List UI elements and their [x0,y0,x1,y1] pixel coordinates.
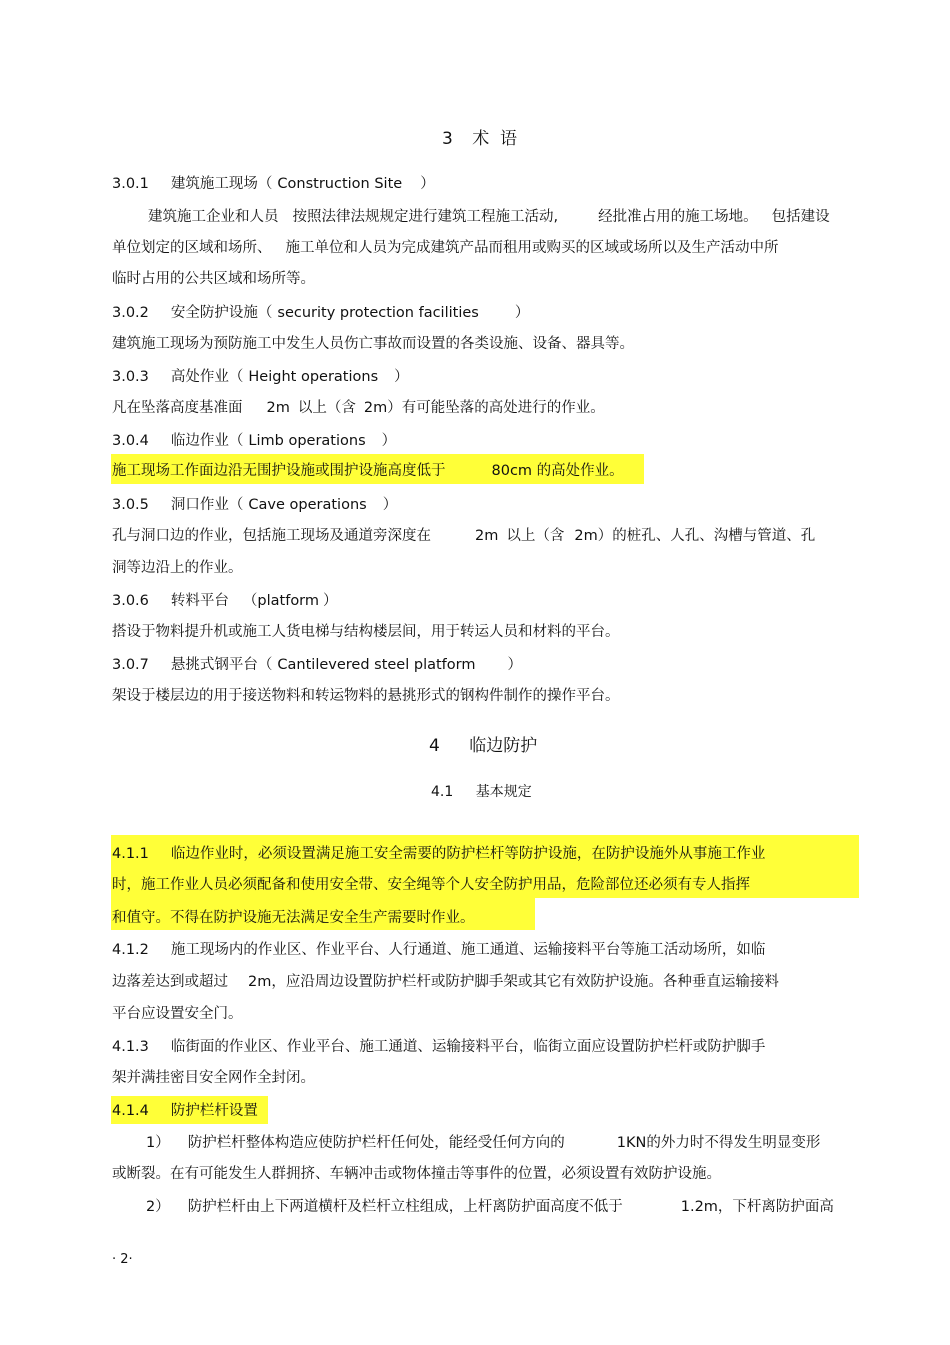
text-run: 2m [475,528,499,544]
term-english: security protection facilities [277,305,479,321]
section-number: 3.0.4 [112,433,149,449]
text-run: 单位划定的区域和场所、 [112,240,272,256]
section-number: 3.0.6 [112,593,149,609]
clause-4-1-4-heading [112,1100,258,1122]
section-3-0-6-heading [112,590,338,612]
section-number: 3.0.5 [112,497,149,513]
chapter-4-number: 4 [429,736,440,756]
chapter-3-number: 3 [442,129,453,149]
text-run: 按照法律法规规定进行建筑工程施工活动, [292,209,559,225]
paragraph-line [112,237,779,259]
paragraph-line [112,397,605,419]
section-number: 3.0.3 [112,369,149,385]
clause-4-1-1-line-3: 和值守。不得在防护设施无法满足安全生产需要时作业。 [112,910,475,926]
text-run: 临边作业时，必须设置满足施工安全需要的防护栏杆等防护设施，在防护设施外从事施工作业 [170,846,766,862]
paragraph-line: 临时占用的公共区域和场所等。 [112,271,315,287]
term-name: 安全防护设施（ [170,305,273,321]
text-run: 2m [266,400,290,416]
text-run: 1KN的外力时不得发生明显变形 [616,1135,821,1151]
term-english: Cantilevered steel platform [277,657,476,673]
paragraph-line-highlighted [112,460,624,482]
section-number: 3.0.7 [112,657,149,673]
paragraph-line [148,206,830,228]
clause-title: 防护栏杆设置 [170,1103,258,1119]
term-name: 悬挑式钢平台（ [170,657,273,673]
term-name: 洞口作业（ [170,497,244,513]
section-3-0-7-heading [112,654,522,676]
term-name: 临边作业（ [170,433,244,449]
text-run: 经批准占用的施工场地。 [598,209,758,225]
paragraph-line: 洞等边沿上的作业。 [112,560,243,576]
paragraph-line: 搭设于物料提升机或施工人货电梯与结构楼层间，用于转运人员和材料的平台。 [112,624,620,640]
text-run: 1.2m，下杆离防护面高 [680,1199,834,1215]
text-run: 临街面的作业区、作业平台、施工通道、运输接料平台，临街立面应设置防护栏杆或防护脚手 [170,1039,766,1055]
item-1-line-1 [146,1132,820,1154]
paragraph-line: 建筑施工现场为预防施工中发生人员伤亡事故而设置的各类设施、设备、器具等。 [112,336,634,352]
section-3-0-2-heading [112,302,529,324]
text-run: 80cm 的高处作业。 [491,463,624,479]
clause-4-1-1-line-2: 时，施工作业人员必须配备和使用安全带、安全绳等个人安全防护用品，危险部位还必须有专人指挥 [112,877,750,893]
text-run: 施工单位和人员为完成建筑产品而租用或购买的区域或场所以及生产活动中所 [285,240,779,256]
clause-number: 4.1.1 [112,846,149,862]
clause-4-1-3-line-1 [112,1036,765,1058]
section-4-1-heading [431,781,532,801]
term-english: Limb operations [248,433,366,449]
section-title: 基本规定 [475,784,532,800]
term-close: ） [323,593,338,609]
section-3-0-1-heading [112,173,435,195]
chapter-3-title: 术 语 [472,129,518,149]
term-close: ） [507,657,522,673]
page-number: · 2· [112,1252,133,1267]
text-run: 建筑施工企业和人员 [148,209,279,225]
term-close: ） [420,176,435,192]
term-english: Construction Site [277,176,403,192]
text-run: 施工现场工作面边沿无围护设施或围护设施高度低于 [112,463,446,479]
clause-number: 4.1.4 [112,1103,149,1119]
item-number: 1） [146,1135,170,1151]
term-close: ） [382,497,398,513]
term-english: Cave operations [248,497,367,513]
clause-number: 4.1.3 [112,1039,149,1055]
section-3-0-5-heading [112,494,397,516]
text-run: 以上（含 [506,528,565,544]
text-run: 2m）有可能坠落的高处进行的作业。 [363,400,605,416]
term-close: ） [381,433,397,449]
clause-number: 4.1.2 [112,942,149,958]
text-run: 2m）的桩孔、人孔、沟槽与管道、孔 [574,528,816,544]
text-run: 边落差达到或超过 [112,974,228,990]
text-run: 防护栏杆由上下两道横杆及栏杆立柱组成，上杆离防护面高度不低于 [187,1199,623,1215]
item-number: 2） [146,1199,170,1215]
text-run: 2m，应沿周边设置防护栏杆或防护脚手架或其它有效防护设施。各种垂直运输接料 [248,974,779,990]
chapter-3-heading [442,124,517,149]
clause-4-1-3-line-2: 架并满挂密目安全网作全封闭。 [112,1070,315,1086]
chapter-4-heading [429,731,537,756]
clause-4-1-1-line-1 [112,843,765,865]
section-3-0-3-heading [112,366,409,388]
item-1-line-2: 或断裂。在有可能发生人群拥挤、车辆冲击或物体撞击等事件的位置，必须设置有效防护设施。 [112,1166,721,1182]
term-name: 转料平台 [170,593,229,609]
section-number: 3.0.2 [112,305,149,321]
term-english: Height operations [248,369,379,385]
chapter-4-title: 临边防护 [469,736,538,756]
term-name: 高处作业（ [170,369,244,385]
clause-4-1-2-line-1 [112,939,765,961]
term-english: （platform [242,593,320,609]
paragraph-line [112,525,815,547]
term-close: ） [514,305,530,321]
clause-4-1-2-line-2 [112,971,779,993]
section-number: 4.1 [431,784,454,800]
text-run: 以上（含 [297,400,356,416]
clause-4-1-2-line-3: 平台应设置安全门。 [112,1006,243,1022]
text-run: 孔与洞口边的作业，包括施工现场及通道旁深度在 [112,528,431,544]
text-run: 包括建设 [771,209,830,225]
text-run: 凡在坠落高度基准面 [112,400,243,416]
paragraph-line: 架设于楼层边的用于接送物料和转运物料的悬挑形式的钢构件制作的操作平台。 [112,688,620,704]
section-3-0-4-heading [112,430,396,452]
term-close: ） [394,369,409,385]
section-number: 3.0.1 [112,176,149,192]
item-2-line-1 [146,1196,834,1218]
term-name: 建筑施工现场（ [170,176,273,192]
text-run: 施工现场内的作业区、作业平台、人行通道、施工通道、运输接料平台等施工活动场所，如临 [170,942,766,958]
text-run: 防护栏杆整体构造应使防护栏杆任何处，能经受任何方向的 [187,1135,565,1151]
